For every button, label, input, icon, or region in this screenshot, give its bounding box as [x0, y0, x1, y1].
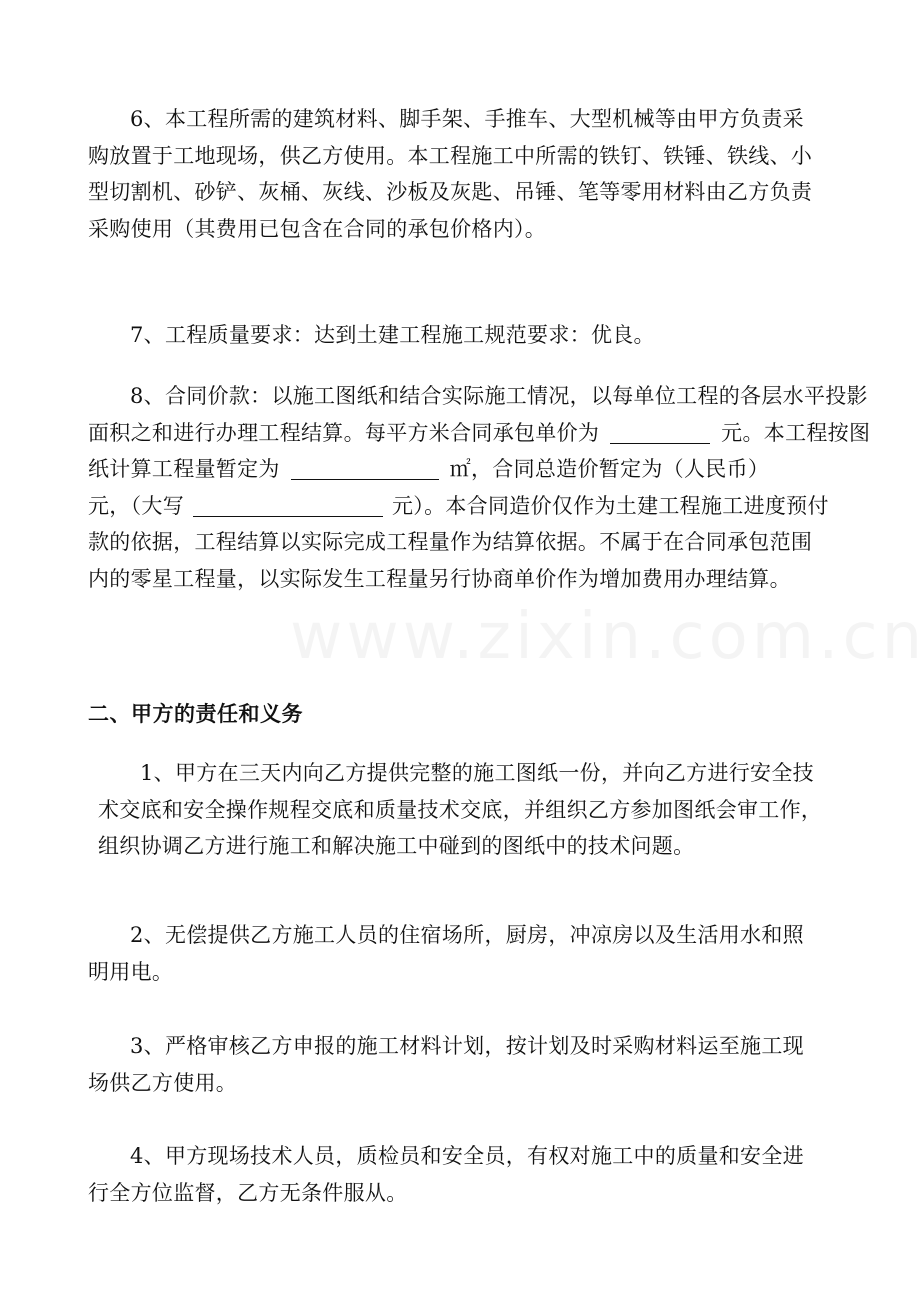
item-7-text: 7、工程质量要求：达到土建工程施工规范要求：优良。	[130, 323, 655, 347]
clause-2-line-1: 2、无偿提供乙方施工人员的住宿场所，厨房，冲凉房以及生活用水和照	[130, 923, 804, 947]
clause-4-line-2: 行全方位监督，乙方无条件服从。	[88, 1180, 408, 1205]
section-2-clause-4	[88, 1138, 828, 1211]
item-8-line-3	[88, 451, 828, 488]
item-7-paragraph	[88, 317, 828, 354]
watermark	[290, 600, 920, 674]
unit-price-blank	[610, 421, 710, 444]
item-8-line-4	[88, 488, 828, 525]
item-8-line-4-start: 元，（大写	[88, 493, 184, 518]
item-6-line-1: 6、本工程所需的建筑材料、脚手架、手推车、大型机械等由甲方负责采	[130, 107, 804, 131]
item-8-line-1: 8、合同价款：以施工图纸和结合实际施工情况，以每单位工程的各层水平投影	[130, 384, 868, 408]
item-8-line-2-end: 元。本工程按图	[721, 420, 871, 445]
item-6-paragraph	[88, 101, 828, 247]
section-2-clause-2	[88, 917, 828, 990]
item-6-line-2: 购放置于工地现场，供乙方使用。本工程施工中所需的铁钉、铁锤、铁线、小	[88, 143, 813, 168]
clause-1-line-2: 术交底和安全操作规程交底和质量技术交底，并组织乙方参加图纸会审工作，	[98, 797, 823, 822]
section-2-clause-3	[88, 1028, 828, 1101]
item-8-line-6: 内的零星工程量，以实际发生工程量另行协商单价作为增加费用办理结算。	[88, 566, 791, 591]
clause-1-line-1: 1、甲方在三天内向乙方提供完整的施工图纸一份，并向乙方进行安全技	[140, 761, 814, 785]
item-8-line-3-end: ㎡，合同总造价暂定为（人民币）	[449, 457, 770, 481]
clause-2-line-2: 明用电。	[88, 959, 174, 984]
amount-in-words-blank	[193, 494, 383, 517]
clause-4-line-1: 4、甲方现场技术人员，质检员和安全员，有权对施工中的质量和安全进	[130, 1144, 804, 1168]
item-8-line-2	[88, 415, 871, 452]
item-8-line-3-start: 纸计算工程量暂定为	[88, 457, 280, 481]
item-8-line-4-end: 元）。本合同造价仅作为土建工程施工进度预付	[391, 493, 829, 518]
item-8-line-2-start: 面积之和进行办理工程结算。每平方米合同承包单价为	[88, 420, 600, 445]
item-6-line-3: 型切割机、砂铲、灰桶、灰线、沙板及灰匙、吊锤、笔等零用材料由乙方负责	[88, 180, 813, 204]
clause-1-line-3: 组织协调乙方进行施工和解决施工中碰到的图纸中的技术问题。	[98, 834, 695, 858]
area-blank	[291, 457, 439, 480]
item-8-paragraph	[88, 378, 871, 597]
section-2-clause-1	[98, 755, 828, 865]
clause-3-line-2: 场供乙方使用。	[88, 1070, 238, 1095]
item-6-line-4: 采购使用（其费用已包含在合同的承包价格内）。	[88, 216, 547, 241]
clause-3-line-1: 3、严格审核乙方申报的施工材料计划，按计划及时采购材料运至施工现	[130, 1034, 804, 1058]
item-8-line-5: 款的依据，工程结算以实际完成工程量作为结算依据。不属于在合同承包范围	[88, 530, 813, 554]
section-2-heading: 二、甲方的责任和义务	[88, 702, 303, 726]
